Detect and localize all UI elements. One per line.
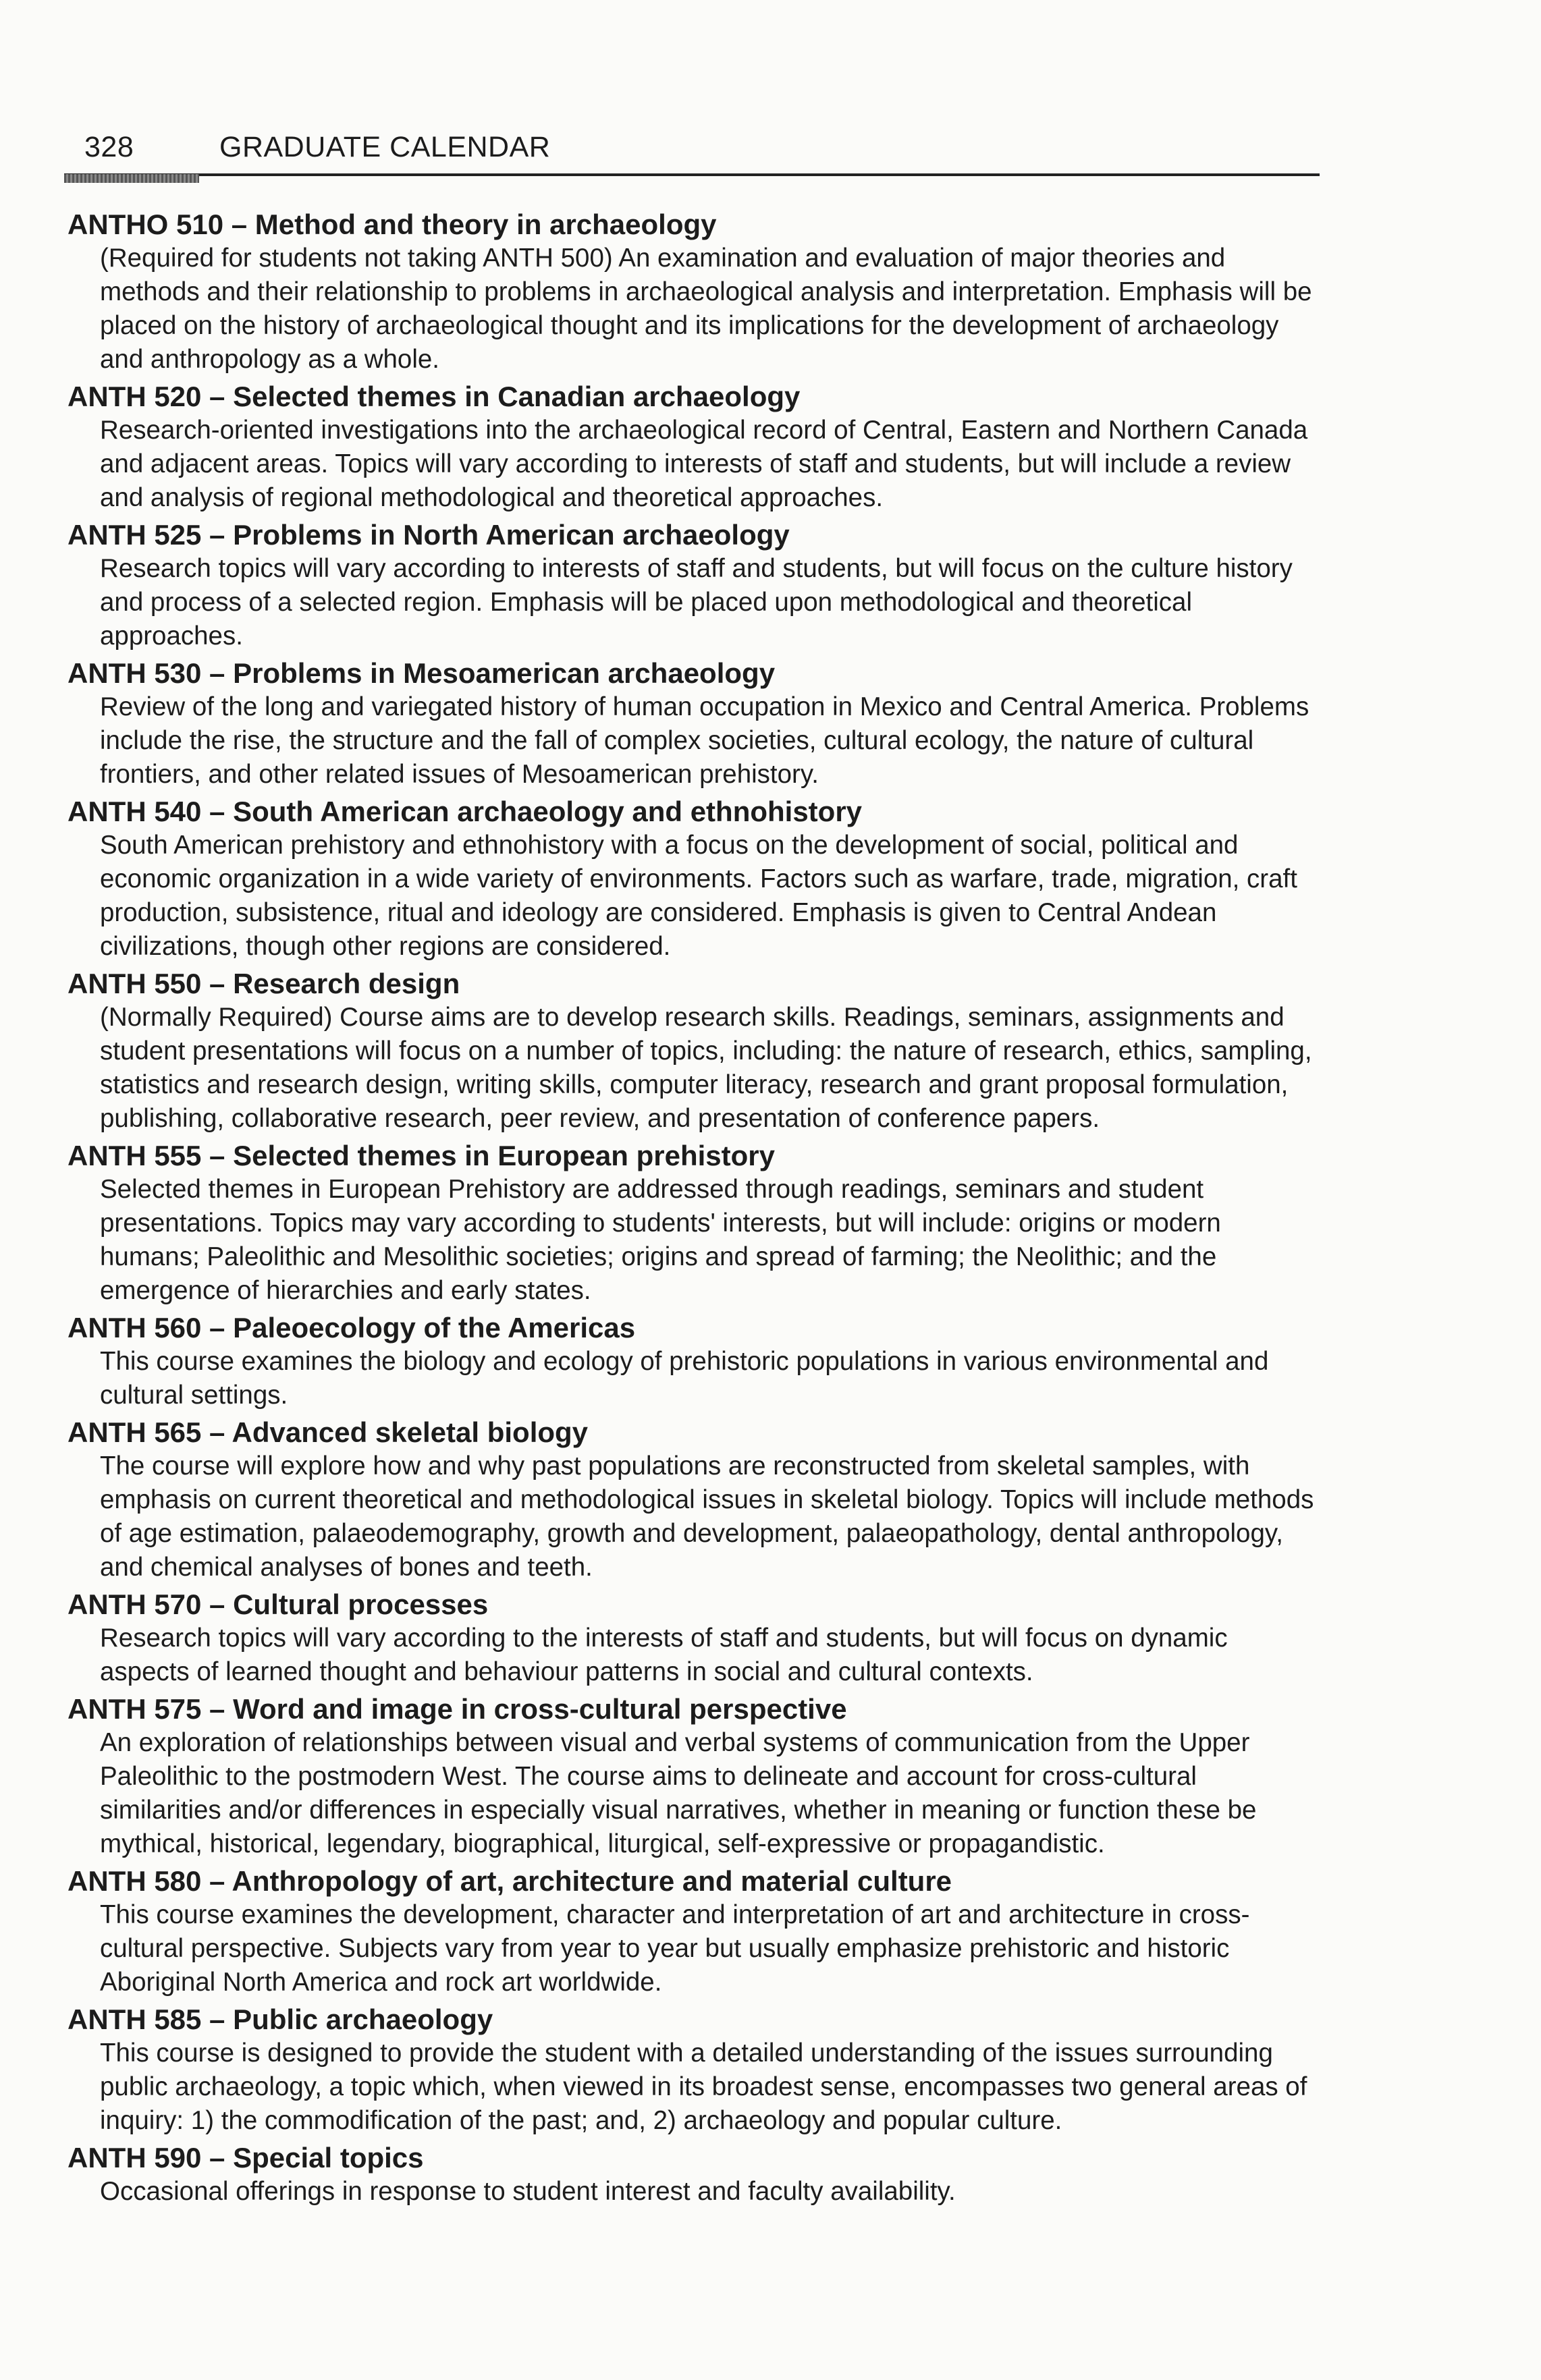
course-description: This course examines the development, character and interpretation of art and architecture in cross-cultural perspective. Subjects vary from year to year but usually emphasize prehistoric and historic Aboriginal North America and rock art worldwide.	[100, 1900, 1250, 1997]
course-title: ANTH 530 – Problems in Mesoamerican archaeology	[67, 657, 776, 689]
course-description: Research-oriented investigations into the archaeological record of Central, Eastern and Northern Canada and adjacent areas. Topics will vary according to interests of staff and students, but will include a review and analysis of regional methodological and theoretical approaches.	[100, 416, 1308, 512]
course-entry	[67, 208, 1323, 377]
course-entry	[67, 2141, 1323, 2209]
course-title: ANTH 585 – Public archaeology	[67, 2003, 493, 2035]
running-header	[84, 127, 1320, 167]
course-entry	[67, 518, 1323, 653]
course-title: ANTH 555 – Selected themes in European prehistory	[67, 1140, 775, 1171]
course-title: ANTH 540 – South American archaeology and ethnohistory	[67, 796, 863, 827]
course-description: An exploration of relationships between visual and verbal systems of communication from the Upper Paleolithic to the postmodern West. The course aims to delineate and account for cross-cultural similarities and/or differences in especially visual narratives, whether in meaning or function these be mythical, historical, legendary, biographical, liturgical, self-expressive or propagandistic.	[100, 1728, 1257, 1858]
course-title: ANTH 570 – Cultural processes	[67, 1588, 489, 1620]
course-title: ANTH 580 – Anthropology of art, architecture and material culture	[67, 1865, 952, 1897]
course-title: ANTH 550 – Research design	[67, 968, 460, 999]
course-title: ANTH 565 – Advanced skeletal biology	[67, 1416, 589, 1448]
course-entry	[67, 380, 1323, 515]
course-description: Selected themes in European Prehistory are addressed through readings, seminars and student presentations. Topics may vary according to students' interests, but will include: origins or modern humans; Paleolithic and Mesolithic societies; origins and spread of farming; the Neolithic; and the emergence of hierarchies and early states.	[100, 1175, 1221, 1305]
course-description: Research topics will vary according to interests of staff and students, but will focus on the culture history and process of a selected region. Emphasis will be placed upon methodological and theoretical approaches.	[100, 554, 1293, 651]
course-entry	[67, 967, 1323, 1136]
course-description: (Required for students not taking ANTH 500) An examination and evaluation of major theories and methods and their relationship to problems in archaeological analysis and interpretation. Emphasis will be placed on the history of archaeological thought and its implications for the development of archaeology and anthropology as a whole.	[100, 244, 1312, 374]
course-title: ANTH 575 – Word and image in cross-cultural perspective	[67, 1693, 847, 1725]
course-entry	[67, 1588, 1323, 1689]
running-header-title: GRADUATE CALENDAR	[219, 131, 551, 163]
course-list	[67, 208, 1323, 2212]
course-description: Review of the long and variegated history of human occupation in Mexico and Central America. Problems include the rise, the structure and the fall of complex societies, cultural ecology, the nature of cultural frontiers, and other related issues of Mesoamerican prehistory.	[100, 692, 1309, 789]
course-description: This course examines the biology and ecology of prehistoric populations in various environmental and cultural settings.	[100, 1347, 1269, 1410]
course-title: ANTH 590 – Special topics	[67, 2142, 424, 2174]
course-title: ANTH 520 – Selected themes in Canadian archaeology	[67, 381, 801, 412]
course-entry	[67, 2003, 1323, 2138]
course-entry	[67, 1139, 1323, 1308]
course-description: The course will explore how and why past populations are reconstructed from skeletal samples, with emphasis on current theoretical and methodological issues in skeletal biology. Topics will include methods of age estimation, palaeodemography, growth and development, palaeopathology, dental anthropology, and chemical analyses of bones and teeth.	[100, 1451, 1314, 1582]
course-description: This course is designed to provide the student with a detailed understanding of the issues surrounding public archaeology, a topic which, when viewed in its broadest sense, encompasses two general areas of inquiry: 1) the commodification of the past; and, 2) archaeology and popular culture.	[100, 2039, 1307, 2135]
course-entry	[67, 795, 1323, 964]
course-description: (Normally Required) Course aims are to develop research skills. Readings, seminars, assignments and student presentations will focus on a number of topics, including: the nature of research, ethics, sampling, statistics and research design, writing skills, computer literacy, research and grant proposal formulation, publishing, collaborative research, peer review, and presentation of conference papers.	[100, 1003, 1312, 1133]
course-entry	[67, 1311, 1323, 1412]
course-title: ANTH 560 – Paleoecology of the Americas	[67, 1312, 636, 1344]
course-entry	[67, 1416, 1323, 1584]
course-title: ANTHO 510 – Method and theory in archaeology	[67, 209, 717, 240]
header-rule-tab	[64, 174, 199, 183]
course-description: Research topics will vary according to the interests of staff and students, but will focus on dynamic aspects of learned thought and behaviour patterns in social and cultural contexts.	[100, 1624, 1228, 1686]
course-entry	[67, 1692, 1323, 1861]
course-description: Occasional offerings in response to student interest and faculty availability.	[100, 2177, 956, 2206]
header-rule	[64, 173, 1320, 176]
page-number: 328	[84, 131, 134, 163]
course-entry	[67, 1864, 1323, 1999]
course-title: ANTH 525 – Problems in North American archaeology	[67, 519, 790, 551]
course-entry	[67, 657, 1323, 792]
course-description: South American prehistory and ethnohistory with a focus on the development of social, political and economic organization in a wide variety of environments. Factors such as warfare, trade, migration, craft production, subsistence, ritual and ideology are considered. Emphasis is given to Central Andean civilizations, though other regions are considered.	[100, 831, 1297, 961]
